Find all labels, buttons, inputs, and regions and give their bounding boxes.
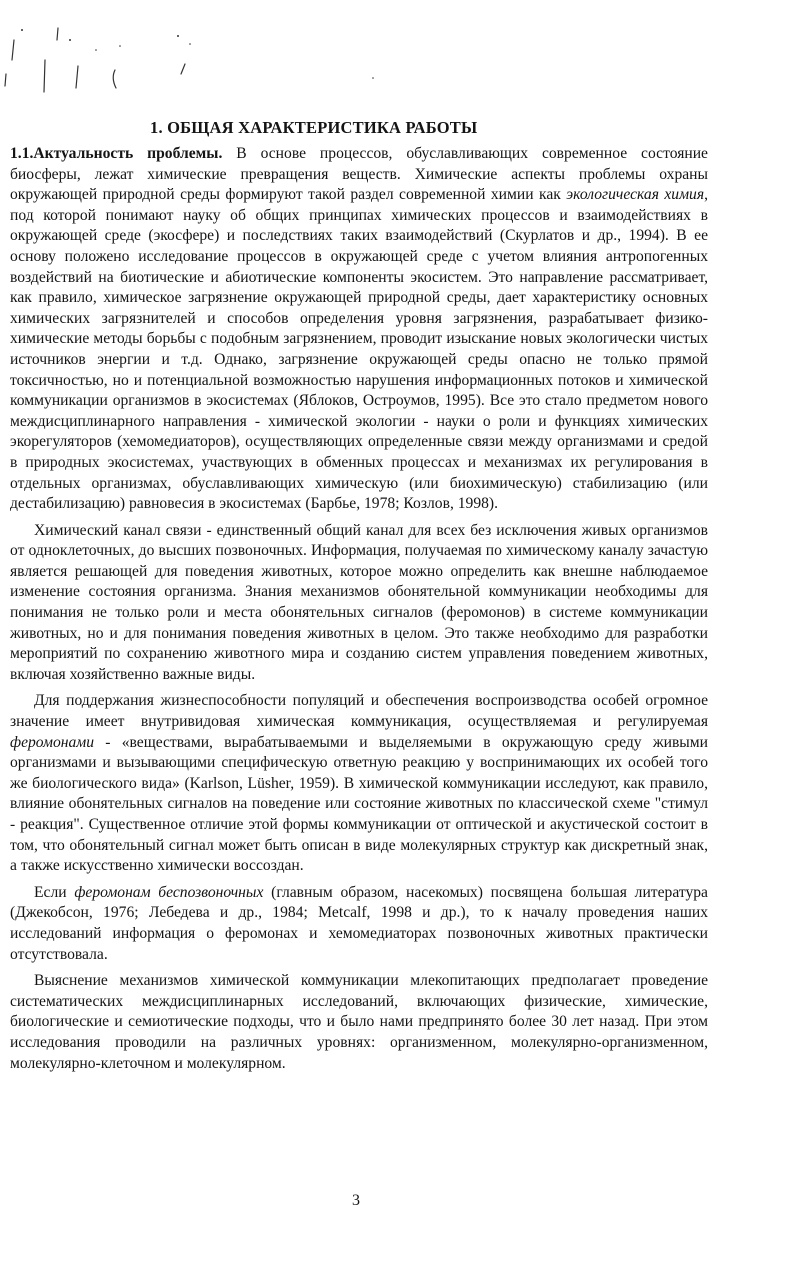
document-page (10, 118, 708, 1074)
paragraph-text: - «веществами, вырабатываемыми и выделяемыми в окружающую среду живыми организмами и вызывающими специфическую ответную реакцию у воспринимающих их особей того же биологического вида» (Karlson, Lüsher, 1959). В химической коммуникации исследуют, как правило, влияние обонятельных сигналов на поведение или состояние животных по классической схеме "стимул - реакция". Существенное отличие этой формы коммуникации от оптической и акустической состоит в том, что обонятельный сигнал может быть описан в виде молекулярных структур как дискретный знак, а также искусственно химически воссоздан. (10, 733, 708, 875)
paragraph-pheromones (10, 691, 708, 876)
paragraph-invertebrates (10, 883, 708, 965)
section-heading: 1. ОБЩАЯ ХАРАКТЕРИСТИКА РАБОТЫ (150, 118, 478, 137)
paragraph-text: , под которой понимают науку об общих принципах химических процессов и взаимодействиях в окружающей среде (экосфере) и последствиях таких взаимодействий (Скурлатов и др., 1994). В ее основу положено исследование процессов в окружающей среде с учетом влияния антропогенных воздействий на биотические и абиотические компоненты экосистем. Это направление рассматривает, как правило, химическое загрязнение окружающей природной среды, дает характеристику основных химических загрязнителей и способов определения уровня загрязнения, разрабатывает физико-химические методы борьбы с подобным загрязнением, проводит изыскание новых экологически чистых источников энергии и т.д. Однако, загрязнение окружающей среды опасно не только прямой токсичностью, но и потенциальной возможностью нарушения информационных потоков и химической коммуникации организмов в экосистемах (Яблоков, Остроумов, 1995). Все это стало предметом нового междисциплинарного направления - химической экологии - науки о роли и функциях химических экорегуляторов (хемомедиаторов), осуществляющих определенные связи между организмами и средой в природных экосистемах, участвующих в обменных процессах и механизмах их регулирования в отдельных организмах, обуславливающих химическую (или биохимическую) стабилизацию (или дестабилизацию) равновесия в экосистемах (Барбье, 1978; Козлов, 1998). (10, 186, 708, 513)
paragraph-mammals: Выяснение механизмов химической коммуникации млекопитающих предполагает проведение систематических междисциплинарных исследований, включающих физические, химические, биологические и семиотические подходы, что и было нами предпринято более 30 лет назад. При этом исследования проводили на различных уровнях: организменном, молекулярно-организменном, молекулярно-клеточном и молекулярном. (10, 972, 708, 1072)
paragraph-text: (главным образом, насекомых) посвящена большая литература (Джекобсон, 1976; Лебедева и др., 1984; Metcalf, 1998 и др.), то к началу проведения наших исследований информация о феромонах и хемомедиаторах позвоночных животных практически отсутствовала. (10, 883, 708, 963)
emphasis-term: экологическая химия (566, 186, 705, 204)
subsection-title: 1.1.Актуальность проблемы. (10, 145, 223, 162)
paragraph-text: В основе процессов, обуславливающих современное состояние биосферы, лежат химические превращения веществ. Химические аспекты проблемы охраны окружающей природной среды формируют такой раздел современной химии как (10, 145, 708, 204)
paragraph-text: Для поддержания жизнеспособности популяций и обеспечения воспроизводства особей огромное значение имеет внутривидовая химическая коммуникация, осуществляемая и регулируемая (10, 692, 708, 731)
emphasis-term: феромонами (10, 733, 95, 751)
paragraph-chemical-channel: Химический канал связи - единственный общий канал для всех без исключения живых организмов от одноклеточных, до высших позвоночных. Информация, получаемая по химическому каналу зачастую является решающей для поведения животных, которое можно определить как внешне наблюдаемое изменение состояния организма. Знания механизмов обонятельной коммуникации необходимы для понимания не только роли и места обонятельных сигналов (феромонов) в системе коммуникации животных, но и для понимания поведения животных в целом. Это также необходимо для разработки мероприятий по сохранению животного мира и созданию систем управления поведением животных, включая хозяйственно важные виды. (10, 521, 708, 683)
page-number: 3 (352, 1192, 360, 1209)
scan-artifact-marks (0, 0, 400, 110)
paragraph-relevance (10, 144, 708, 515)
emphasis-term: феромонам беспозвоночных (74, 883, 264, 901)
paragraph-text: Если (34, 883, 75, 901)
